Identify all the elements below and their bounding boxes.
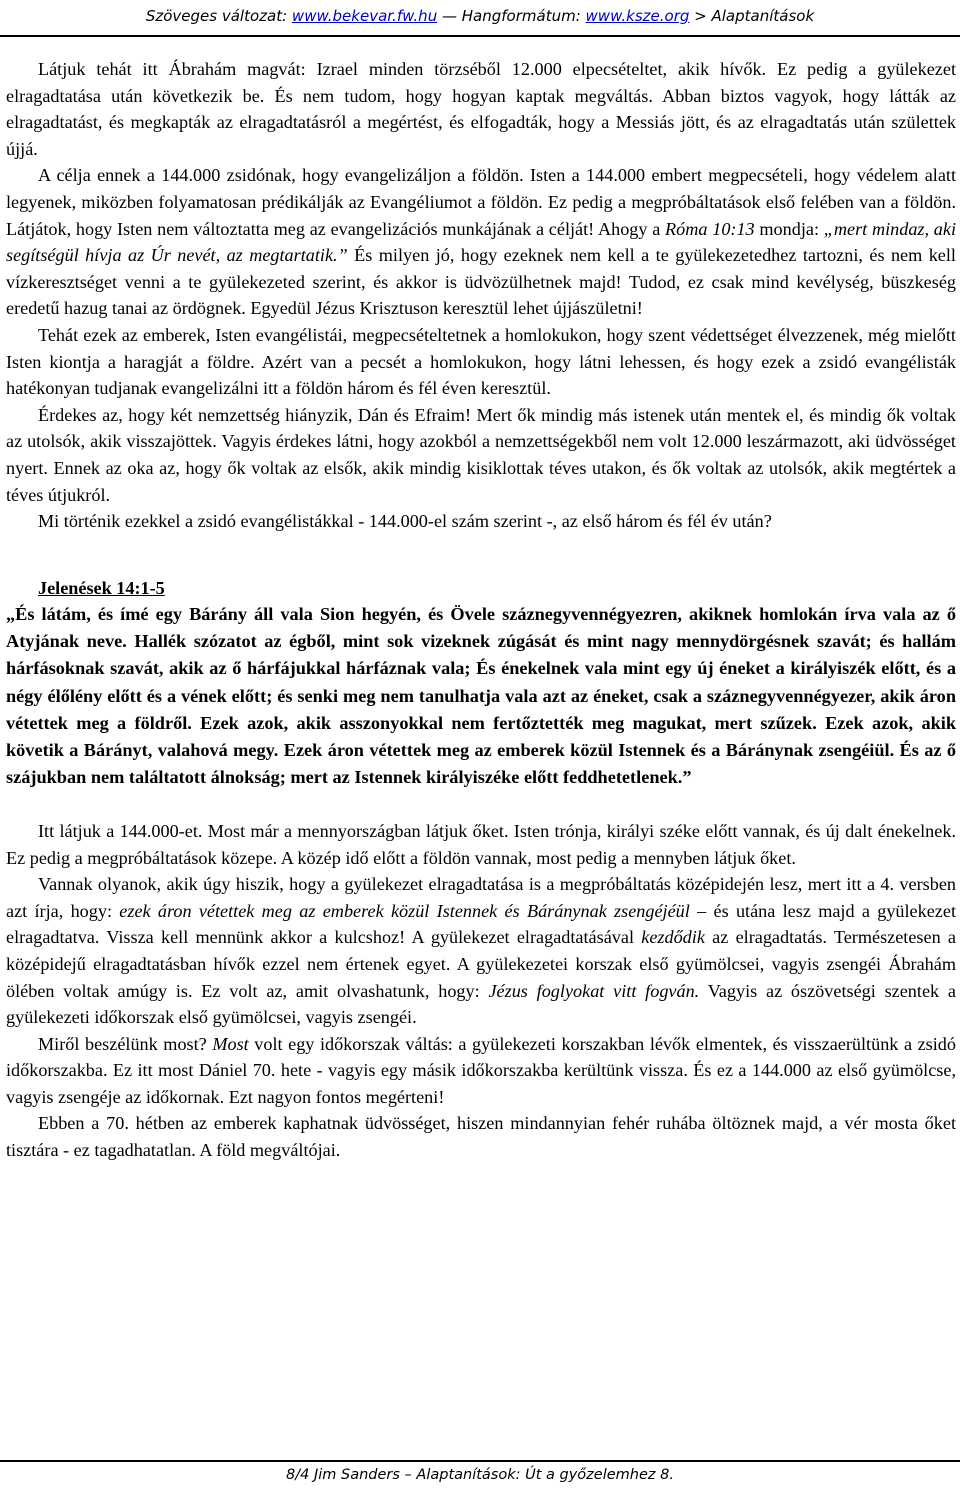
scripture-quote: „mert mindaz, aki segítségül hívja az Úr nevét, az megtartatik.” [6, 218, 956, 266]
scripture-heading: Jelenések 14:1-5 [38, 577, 165, 598]
paragraph: Látjuk tehát itt Ábrahám magvát: Izrael minden törzséből 12.000 elpecsételtet, akik hívők. Ez pedig a gyülekezet elragadtatása után következik be. És nem tudom, hogy hogyan kaptak megváltás. Abban biztos vagyok, hogy látták az elragadtatást, és megkapták az elragadtatásról a megértést, és elfogadták, hogy a Messiás jött, és az elragadtatás után születtek újjá. [6, 59, 956, 159]
paragraph: Érdekes az, hogy két nemzettség hiányzik, Dán és Efraim! Mert ők mindig más istenek után mentek el, és mindig ők voltak az utolsók, akik visszajöttek. Vagyis érdekes látni, hogy azokból a nemzettségekből nem volt 12.000 leszármazott, aki üdvösséget nyert. Ennek az oka az, hogy ők voltak az elsők, akik mindig kisiklottak téves utakon, és ők voltak az utolsók, akik megtértek a téves útjukról. [6, 404, 956, 505]
header-audio-label: Hangformátum: [461, 7, 581, 25]
emphasis: Most [212, 1033, 249, 1054]
ksze-link[interactable]: www.ksze.org [585, 7, 690, 25]
paragraph [6, 162, 956, 322]
text-run: A célja ennek a 144.000 zsidónak, hogy evangelizáljon a földön. Isten a 144.000 embert megpecsételi, hogy védelem alatt legyenek, miközben folyamatosan prédikálják az Evangéliumot a földön. Ez pedig a megpróbáltatások első felében van a földön. Látjátok, hogy Isten nem változtatta meg az evangelizációs munkájának a célját! Ahogy a [6, 165, 956, 239]
emphasis: kezdődik [641, 927, 705, 948]
paragraph [6, 871, 956, 1031]
scripture-quote: ezek áron vétettek meg az emberek közül Istennek és Báránynak zsengéjéül [119, 900, 690, 921]
paragraph: Itt látjuk a 144.000-et. Most már a mennyországban látjuk őket. Isten trónja, királyi széke előtt vannak, és új dalt énekelnek. Ez pedig a megpróbáltatások közepe. A közép idő előtt a földön vannak, most pedig a mennyben látjuk őket. [6, 820, 956, 868]
scripture-quote-block: „És látám, és ímé egy Bárány áll vala Sion hegyén, és Övele száznegyvennégyezren, akiknek homlokán írva vala az ő Atyjának neve. Hallék szózatot az égből, mint sok vizeknek zúgását és mint nagy mennydörgésnek szavát; és hallám hárfásoknak szavát, akik az ő hárfájukkal hárfáznak vala; És énekelnek vala mint egy új éneket a királyiszék előtt, és a négy élőlény előtt és a vének előtt; és senki meg nem tanulhatja vala azt az éneket, csak a száznegyvennégyezer, akik áron vétettek meg a földről. Ezek azok, akik asszonyokkal nem fertőztették meg magukat, mert szűzek. Ezek azok, akik követik a Bárányt, valahová megy. Ezek áron vétettek meg az emberek közül Istennek és a Báránynak zsengéiül. És az ő szájukban nem találtatott álnokság; mert az Istennek királyiszéke előtt feddhetetlenek.” [6, 604, 956, 787]
text-run: volt egy időkorszak váltás: a gyülekezeti korszakban lévők elmentek, és visszaerültünk a zsidó időkorszakba. Ez itt most Dániel 70. hete - vagyis egy másik időkorszakba kerültünk vissza. És ez a 144.000 az első gyümölcse, vagyis zsengéje az időkornak. Ezt nagyon fontos megérteni! [6, 1033, 956, 1107]
text-run: És milyen jó, hogy ezeknek nem kell a te gyülekezetedhez tartozni, és nem kell vízkeresztséget venni a te gyülekezeted szerint, és akkor is üdvözülhetnek majd! Tudod, ez csak mind kevélység, büszkeség eredetű hazug tanai az ördögnek. Egyedül Jézus Krisztuson keresztül lehet újjászületni! [6, 245, 956, 319]
header-separator: — [441, 7, 457, 25]
text-run: mondja: [754, 218, 824, 239]
paragraph: Tehát ezek az emberek, Isten evangélistái, megpecsételtetnek a homlokukon, hogy szent védettséget élvezzenek, még mielőtt Isten kiontja a haragját a földre. Azért van a pecsét a homlokukon, hogy látni lehessen, és hogy ezek a zsidó evangélisták hatékonyan tudjanak evangelizálni itt a földön három és fél éven keresztül. [6, 324, 956, 399]
header-label-text: Szöveges változat: [145, 7, 288, 25]
footer-divider [0, 1460, 960, 1462]
paragraph: Ebben a 70. hétben az emberek kaphatnak üdvösséget, hiszen mindannyian fehér ruhába öltöznek majd, a vér mosta őket tisztára - ez tagadhatatlan. A föld megváltójai. [6, 1113, 956, 1161]
paragraph [6, 1031, 956, 1111]
header-divider [0, 35, 960, 37]
text-run: Miről beszélünk most? [38, 1033, 213, 1054]
paragraph: Mi történik ezekkel a zsidó evangélistákkal - 144.000-el szám szerint -, az első három és fél év után? [38, 511, 772, 532]
page-header [0, 0, 960, 32]
text-run: Vagyis az ószövetségi szentek a gyülekezeti időkorszak első gyümölcsei, vagyis zsengéi. [6, 980, 956, 1028]
text-run: – és utána lesz majd a gyülekezet elragadtatva. Vissza kell mennünk akkor a kulcshoz! A gyülekezet elragadtatásával [6, 900, 956, 948]
spacer [6, 535, 956, 575]
page-footer: 8/4 Jim Sanders – Alaptanítások: Út a győzelemhez 8. [286, 1467, 674, 1483]
text-run: az elragadtatás. Természetesen a középidejű elragadtatásban hívők ezzel nem értenek egyet. A gyülekezetei korszak első gyümölcsei, vagyis zsengéi Ábrahám ölében voltak amúgy is. Ez volt az, amit olvashatunk, hogy: [6, 927, 957, 1001]
header-breadcrumb: > Alaptanítások [694, 7, 815, 25]
spacer [6, 791, 956, 818]
scripture-quote: Jézus foglyokat vitt fogván. [488, 980, 700, 1001]
text-run: Vannak olyanok, akik úgy hiszik, hogy a gyülekezet elragadtatása is a megpróbáltatás középidején lesz, mert itt a 4. versben azt írja, hogy: [6, 874, 956, 921]
bekevar-link[interactable]: www.bekevar.fw.hu [291, 7, 438, 25]
scripture-reference: Róma 10:13 [665, 218, 755, 239]
document-body [6, 56, 956, 1164]
